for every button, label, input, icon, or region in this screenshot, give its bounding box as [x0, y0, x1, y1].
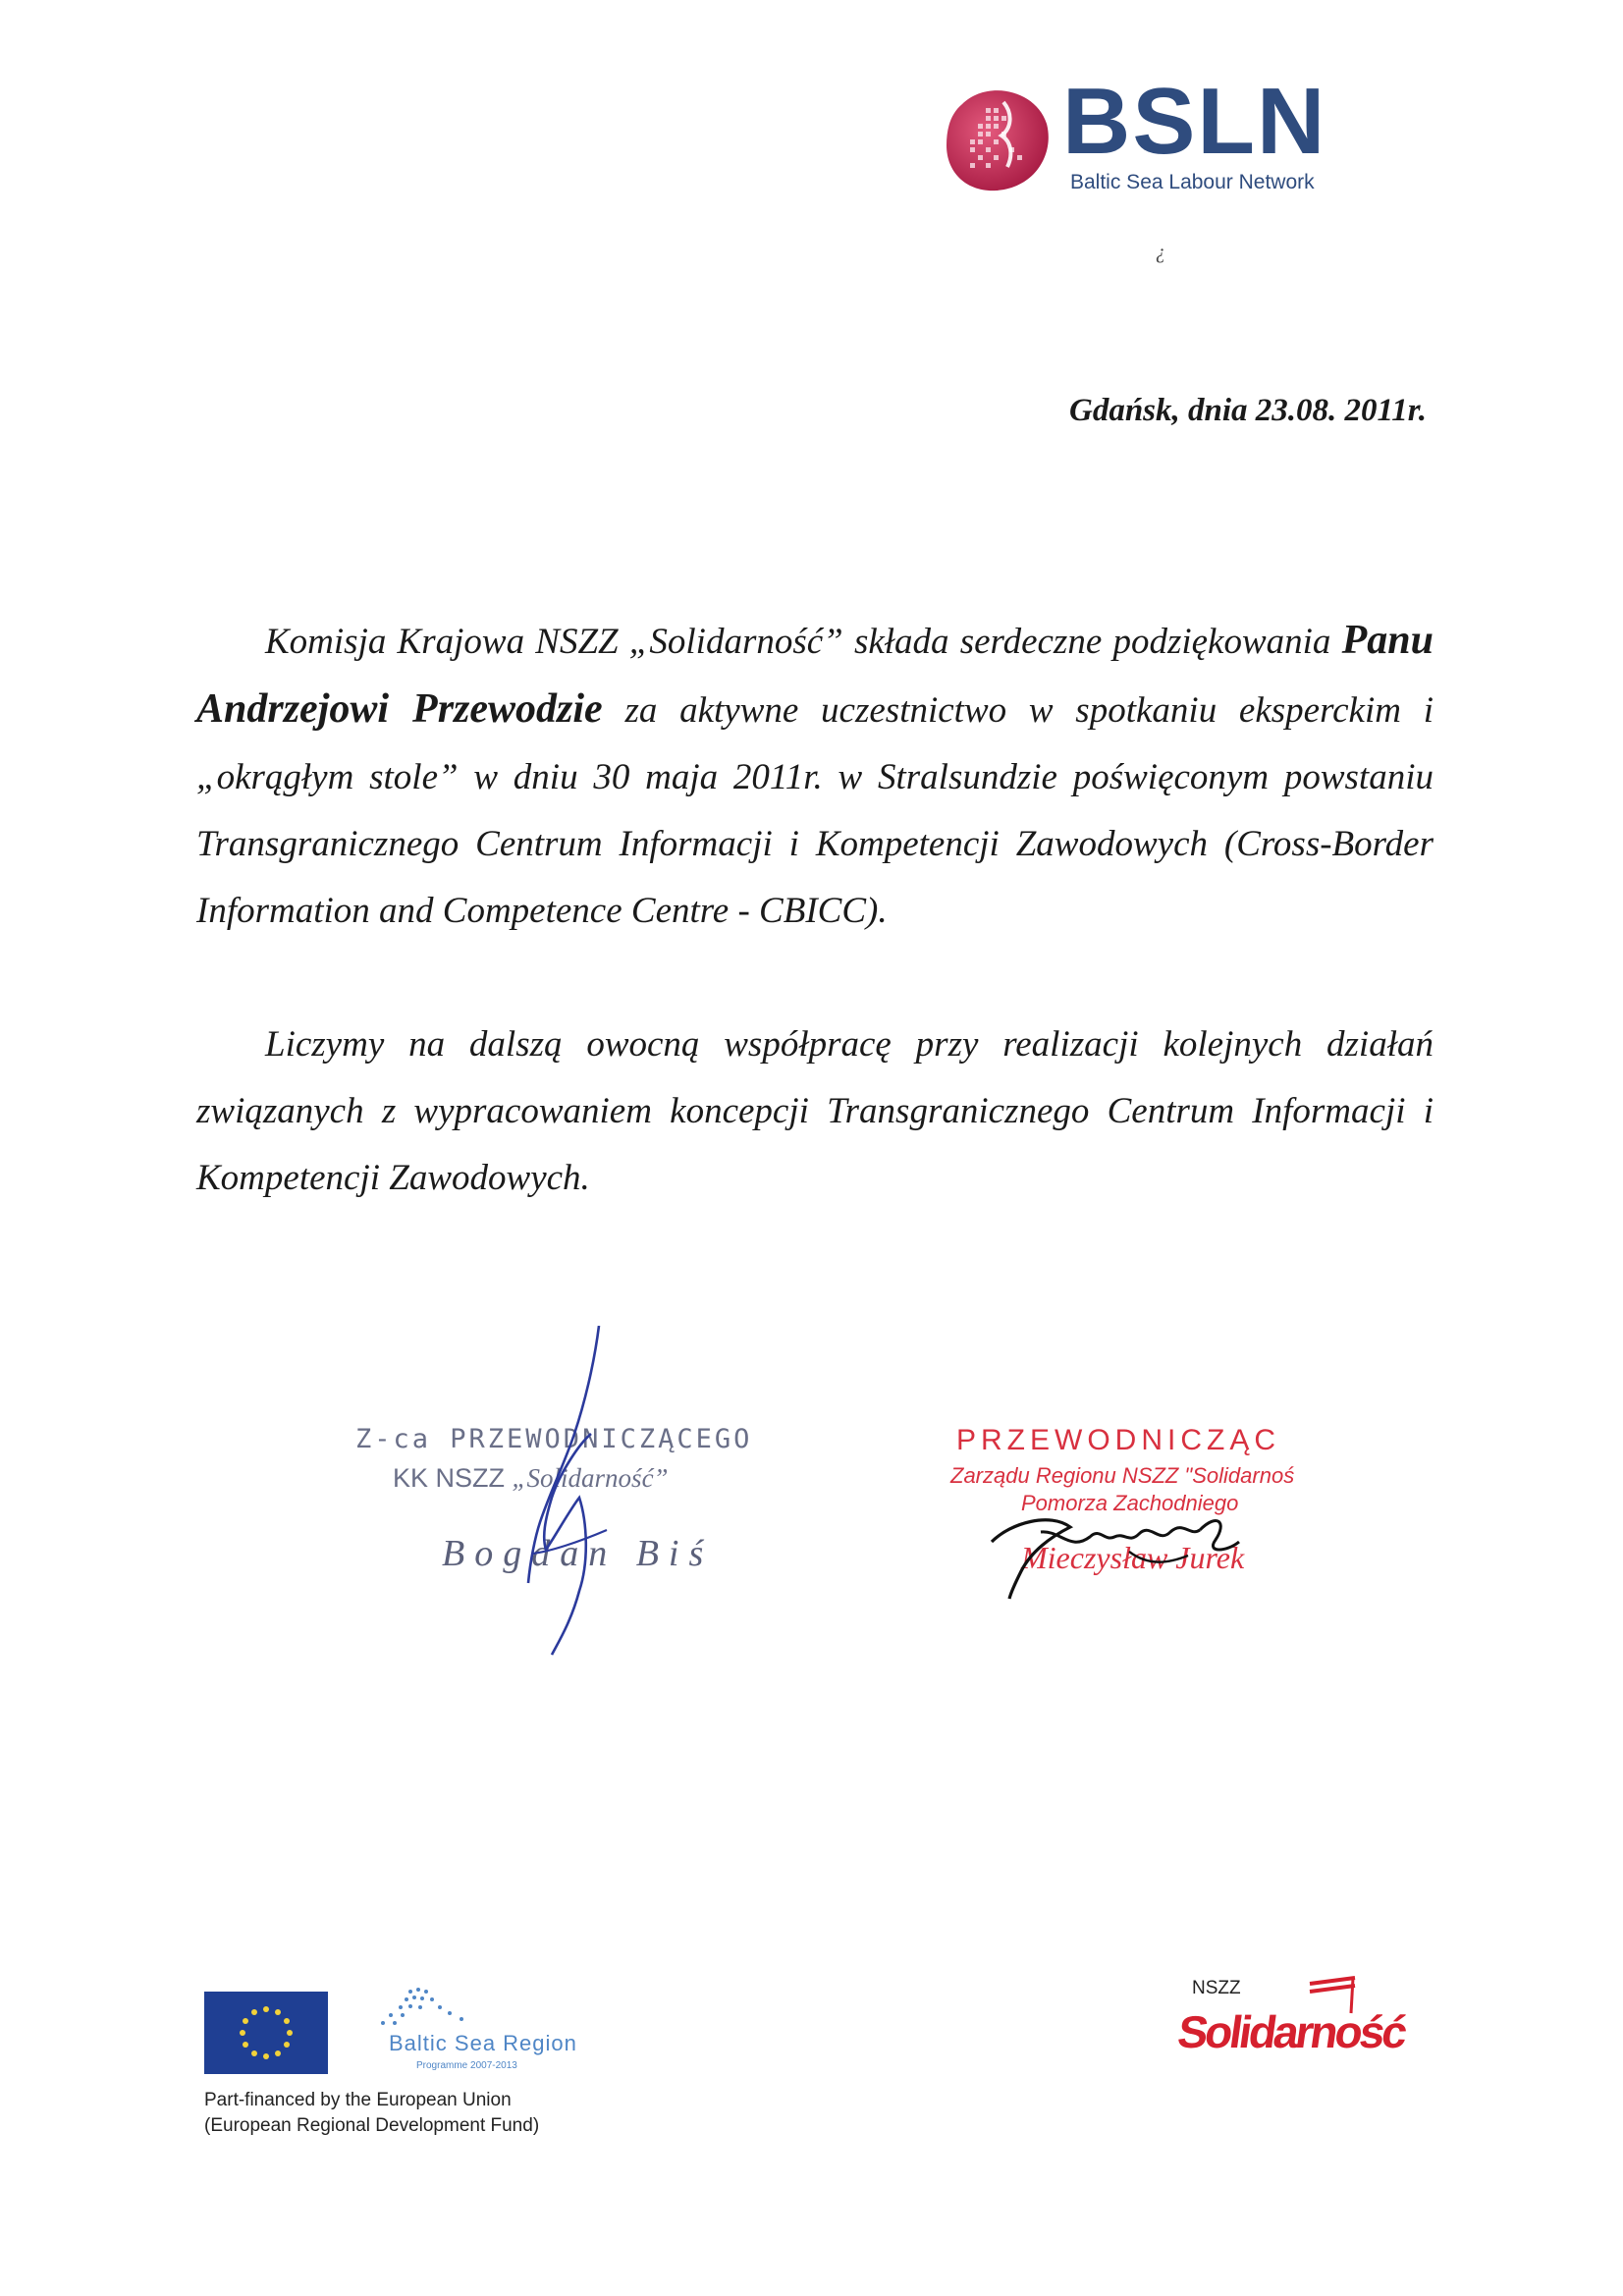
signature-block-left [334, 1336, 785, 1650]
paragraph-1-rest: za aktywne uczestnictwo w spotkaniu eksperckim i „okrągłym stole” w dniu 30 maja 2011r. w Stralsundzie poświęconym powstaniu Transgranicznego Centrum Informacji i Kompetencji Zawodowych (Cross-Border Information and Competence Centre - CBICC). [196, 690, 1434, 931]
eu-funding-block [204, 1982, 636, 2139]
eu-funding-line-2: (European Regional Development Fund) [204, 2115, 540, 2136]
solidarnosc-logo-wordmark: Solidarność [1174, 2006, 1408, 2057]
baltic-sea-region-name: Baltic Sea Region [389, 2031, 577, 2055]
stray-mark: ¿ [1156, 242, 1165, 263]
solidarnosc-logo [1174, 1976, 1453, 2084]
baltic-sea-region-logo [342, 1982, 626, 2080]
date-line: Gdańsk, dnia 23.08. 2011r. [1069, 393, 1427, 428]
handwritten-signature-left [481, 1326, 648, 1660]
paragraph-1-opening: Komisja Krajowa NSZZ „Solidarność” składa serdeczne podziękowania [265, 622, 1331, 662]
baltic-sea-region-programme: Programme 2007-2013 [416, 2060, 517, 2071]
handwritten-signature-right [982, 1483, 1276, 1601]
bsln-logo-tagline: Baltic Sea Labour Network [1070, 171, 1315, 193]
body-paragraph-2 [196, 1011, 1434, 1212]
stamp-right-signatory-name: Mieczysław Jurek [1021, 1540, 1245, 1575]
bsln-emblem-icon [943, 84, 1053, 194]
stamp-left-org-name: „Solidarność” [512, 1463, 669, 1493]
bsln-logo [943, 69, 1394, 208]
stamp-right-org-line-2: Pomorza Zachodniego [1021, 1491, 1239, 1515]
stamp-left-org-prefix: KK NSZZ [393, 1463, 506, 1493]
solidarnosc-logo-prefix: NSZZ [1192, 1978, 1241, 1998]
stamp-left-signatory-name: Bogdan Biś [442, 1533, 714, 1574]
stamp-right-title: PRZEWODNICZĄC [956, 1424, 1280, 1456]
bsln-logo-name: BSLN [1062, 69, 1327, 174]
signature-block-right [943, 1424, 1335, 1640]
stamp-right-org-line-1: Zarządu Regionu NSZZ "Solidarnoś [950, 1463, 1295, 1488]
body-paragraph-1 [196, 607, 1434, 945]
stamp-left-title: Z-ca PRZEWODNICZĄCEGO [355, 1424, 753, 1454]
paragraph-2-text: Liczymy na dalszą owocną współpracę przy realizacji kolejnych działań związanych z wypracowaniem koncepcji Transgranicznego Centrum Informacji i Kompetencji Zawodowych. [196, 1024, 1434, 1198]
baltic-sea-region-dots-icon [371, 1982, 489, 2031]
eu-funding-line-1: Part-financed by the European Union [204, 2090, 512, 2110]
recipient-name: Panu Andrzejowi Przewodzie [196, 618, 1434, 732]
eu-flag-icon [204, 1992, 328, 2074]
